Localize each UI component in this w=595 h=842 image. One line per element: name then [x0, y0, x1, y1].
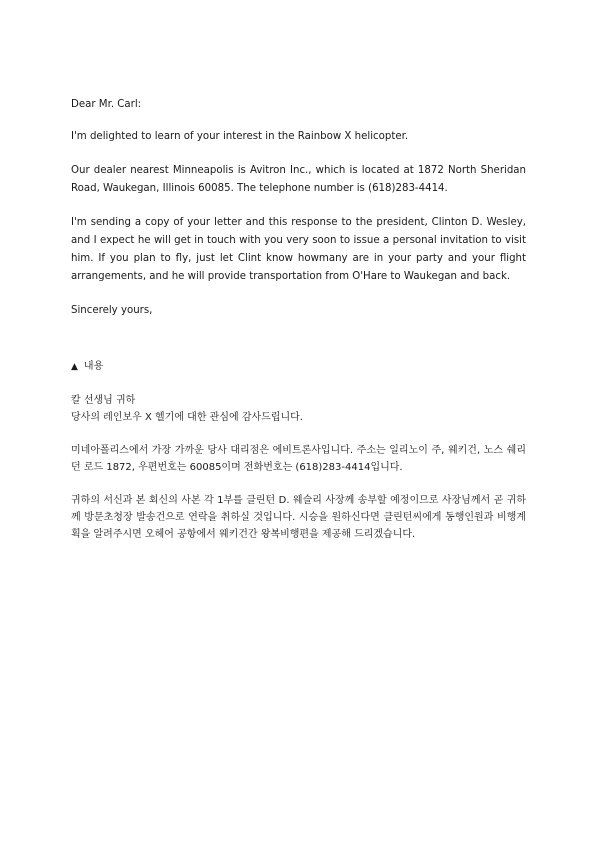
- spacer: [71, 286, 526, 302]
- translation-salutation: 칼 선생님 귀하: [71, 395, 136, 406]
- document-body: [71, 96, 526, 543]
- letter-paragraph-1: I'm delighted to learn of your interest in the Rainbow X helicopter.: [71, 131, 409, 142]
- letter-closing: Sincerely yours,: [71, 305, 153, 316]
- spacer: [71, 198, 526, 214]
- translation-heading-label: 내용: [83, 361, 104, 372]
- triangle-marker-icon: ▲: [71, 362, 78, 372]
- translation-paragraph-2: 미네아폴리스에서 가장 가까운 당사 대리점은 에비트론사입니다. 주소는 일리노이 주, 웨키건, 노스 쉐리던 로드 1872, 우편번호는 60085이며 전화번호는 (618)283-4414입니다.: [71, 445, 526, 473]
- translation-heading: [71, 358, 526, 376]
- letter-paragraph-2: Our dealer nearest Minneapolis is Avitron Inc., which is located at 1872 North Sheridan Road, Waukegan, Illinois 60085. The telephone number is (618)283-4414.: [71, 165, 526, 194]
- spacer: [71, 114, 526, 128]
- spacer: [71, 146, 526, 162]
- translation-paragraph-1: 당사의 레인보우 X 헬기에 대한 관심에 감사드립니다.: [71, 412, 303, 423]
- letter-salutation: Dear Mr. Carl:: [71, 99, 142, 110]
- translation-paragraph-3: 귀하의 서신과 본 회신의 사본 각 1부를 클린턴 D. 웨슬리 사장께 송부할 예정이므로 사장님께서 곧 귀하께 방문초청장 발송건으로 연락을 취하실 것입니다. 시승을 원하신다면 클린턴씨에게 동행인원과 비행계획을 알려주시면 오헤어 공항에서 웨키건간 왕복비행편을 제공해 드리겠습니다.: [71, 495, 526, 540]
- spacer: [71, 320, 526, 358]
- spacer: [71, 476, 526, 492]
- letter-paragraph-3: I'm sending a copy of your letter and this response to the president, Clinton D. Wesley, and I expect he will get in touch with you very soon to issue a personal invitation to visit him. If you plan to fly, just let Clint know howmany are in your party and your flight arrangements, and he will provide transportation from O'Hare to Waukegan and back.: [71, 217, 526, 282]
- spacer: [71, 376, 526, 392]
- spacer: [71, 426, 526, 442]
